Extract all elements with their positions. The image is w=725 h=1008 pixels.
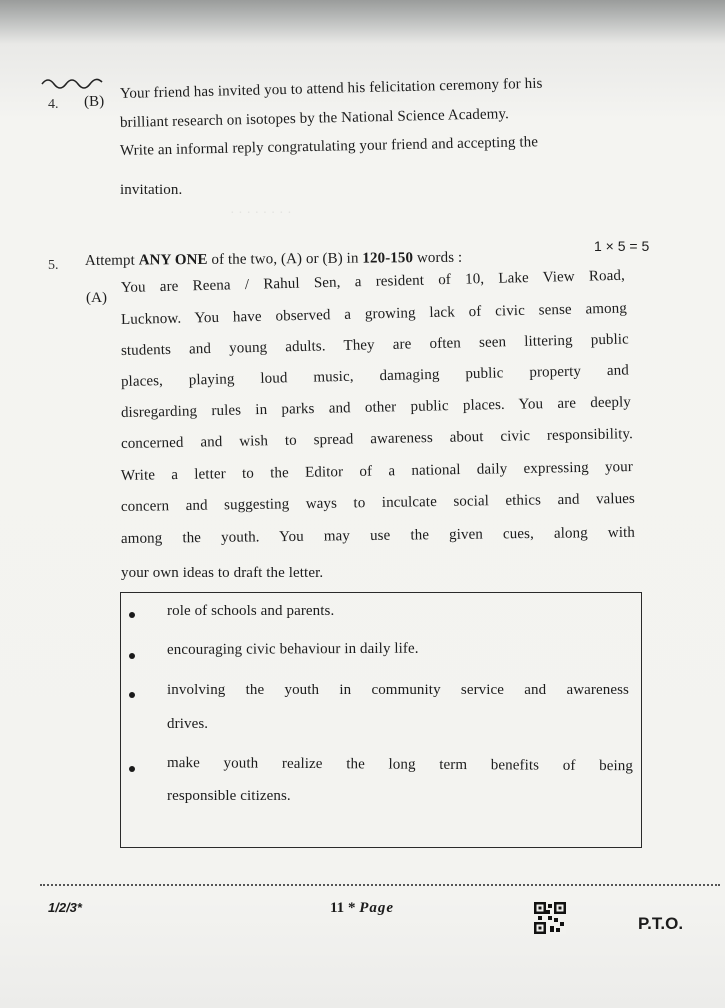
qr-code-icon (534, 902, 566, 934)
footer-rule (40, 884, 720, 886)
bullet-icon (129, 692, 135, 698)
instruction-text: of the two, (A) or (B) in (207, 250, 363, 268)
question-number: 4. (48, 97, 59, 112)
question-text-line: brilliant research on isotopes by the National Science Academy. (119, 106, 510, 131)
bleed-through-text: · · · · · · · · (230, 206, 292, 221)
question-number: 5. (48, 258, 59, 273)
question-text-line: invitation. (120, 182, 183, 198)
page-label: Page (359, 900, 395, 916)
question-text-line: concern and suggesting ways to inculcate social ethics and values (120, 490, 636, 515)
instruction-word-count: 120-150 (362, 250, 414, 267)
question-text-line: your own ideas to draft the letter. (121, 565, 324, 581)
question-text-line: Your friend has invited you to attend his felicitation ceremony for his (119, 75, 543, 102)
cue-text-line: drives. (167, 716, 209, 732)
question-option-label: (B) (83, 93, 105, 110)
instruction-text: words : (413, 249, 463, 267)
question-text-line: Lucknow. You have observed a growing lack of civic sense among (120, 300, 628, 328)
bullet-icon (129, 653, 135, 659)
cue-text-line: role of schools and parents. (167, 603, 335, 619)
instruction-emphasis: ANY ONE (138, 251, 208, 269)
question-text-line: disregarding rules in parks and other public places. You are deeply (120, 394, 632, 421)
bullet-icon (129, 766, 135, 772)
cue-text-line: responsible citizens. (167, 788, 291, 804)
page-number (330, 900, 394, 917)
question-instruction (85, 250, 462, 270)
question-text-line: You are Reena / Rahul Sen, a resident of 10, Lake View Road, (120, 267, 626, 296)
paper-code: 1/2/3* (48, 900, 82, 915)
question-text-line: places, playing loud music, damaging public property and (120, 362, 630, 390)
cue-text-line: involving the youth in community service and awareness (167, 682, 629, 698)
instruction-text: Attempt (84, 252, 139, 269)
cue-text-line: make youth realize the long term benefits of being (166, 755, 634, 775)
question-text-line: concerned and wish to spread awareness about civic responsibility. (120, 426, 634, 452)
question-text-line: Write an informal reply congratulating your friend and accepting the (119, 134, 539, 159)
please-turn-over: P.T.O. (638, 914, 684, 933)
wavy-mark-icon (40, 74, 108, 90)
question-text-line: students and young adults. They are often seen littering public (120, 331, 630, 359)
question-text-line: Write a letter to the Editor of a national daily expressing your (120, 459, 634, 484)
cue-text-line: encouraging civic behaviour in daily life. (166, 640, 419, 658)
marks-allocation: 1 × 5 = 5 (594, 238, 650, 254)
bullet-icon (129, 612, 135, 618)
question-option-label: (A) (86, 290, 108, 306)
page-number-star: * (347, 900, 356, 916)
question-text-line: among the youth. You may use the given cues, along with (120, 524, 636, 547)
page-number-value: 11 (330, 900, 345, 916)
